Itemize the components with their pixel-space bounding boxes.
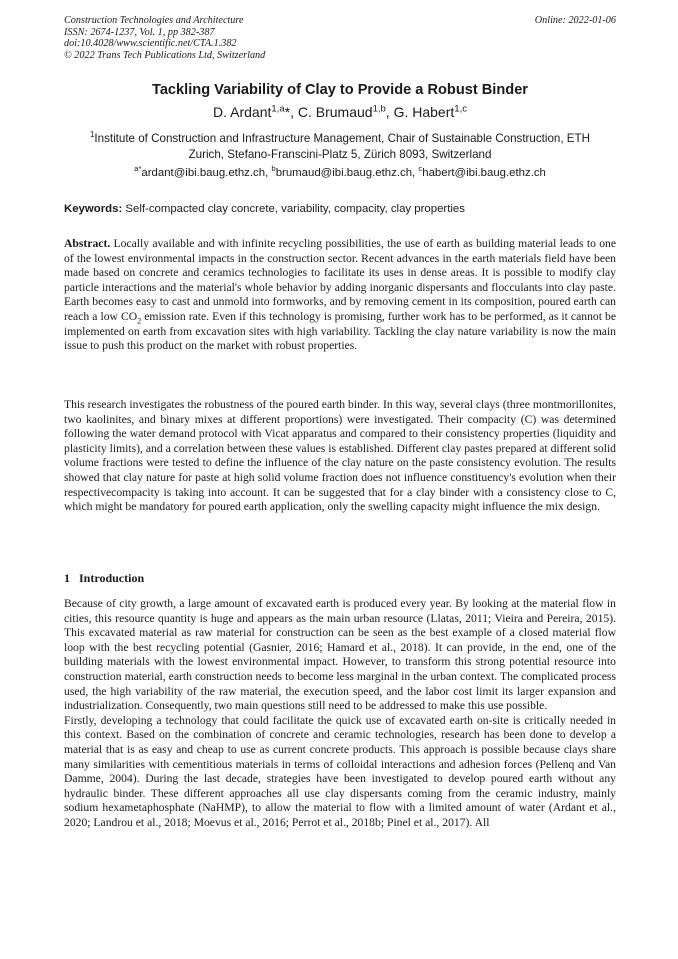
- intro-paragraph-1: Because of city growth, a large amount of excavated earth is produced every year. By looking at the material flow in cities, this resource quantity is huge and appears as the main urban resource (Llatas, 2011; Vieira and Pereira, 2015). This excavated material as raw material for construction can be seen as the best example of a closed material flow loop with the best recycling potential (Gasnier, 2016; Hamard et al., 2018). It can provide, in the end, one of the building materials with the lowest environmental impact. However, to transform this strong potential resource into construction material, earth construction needs to become less marginal in the urban context. The complicated process used, the high variability of the raw material, the execution speed, and the labor cost limit its larger expansion and industrialization. Consequently, two main questions still need to be addressed to make this use possible.: [64, 597, 616, 713]
- affiliation-sup: 1: [90, 130, 95, 140]
- email-sup: a*: [134, 164, 142, 174]
- author-affil-sup: 1,b: [372, 103, 386, 115]
- online-date: Online: 2022-01-06: [534, 15, 616, 26]
- affiliation-line-1: Institute of Construction and Infrastructure Management, Chair of Sustainable Construction, ETH: [94, 132, 590, 145]
- email-link[interactable]: habert@ibi.baug.ethz.ch: [422, 167, 546, 179]
- affiliation-line-2: Zurich, Stefano-Franscini-Platz 5, Zürich 8093, Switzerland: [188, 148, 492, 161]
- abstract-label: Abstract.: [64, 237, 111, 250]
- journal-name: Construction Technologies and Architecture: [64, 15, 244, 26]
- co2-subscript: 2: [137, 316, 142, 326]
- keywords: [64, 203, 616, 215]
- abstract-text: Locally available and with infinite recycling possibilities, the use of earth as building material leads to one of the lowest environmental impacts in the construction sector. Recent advances in the earth materials field have been made based on concrete and ceramics technologies to facilitate its uses in dense areas. It is possible to modify clay particle interactions and the material's whole behavior by adding inorganic dispersants and flocculants into clay paste. Earth becomes easy to cast and unmold into formworks, and by removing cement in its composition, poured earth can reach a low CO: [64, 237, 616, 323]
- keywords-text: Self-compacted clay concrete, variability, compacity, clay properties: [122, 203, 465, 215]
- doi-line: doi:10.4028/www.scientific.net/CTA.1.382: [64, 38, 237, 50]
- email-link[interactable]: brumaud@ibi.baug.ethz.ch,: [275, 167, 419, 179]
- abstract-text-cont: emission rate. Even if this technology is promising, further work has to be performed, as it cannot be implemented on earth from excavation sites with high variability. Tackling the clay nature variability is now the main issue to push this product on the market with robust properties.: [64, 309, 616, 353]
- issn-line: ISSN: 2674-1237, Vol. 1, pp 382-387: [64, 26, 215, 38]
- introduction-body: [64, 597, 616, 831]
- running-header: [64, 15, 616, 61]
- abstract-paragraph-2: This research investigates the robustness of the poured earth binder. In this way, several clays (three montmorillonites, two kaolinites, and binary mixes at different proportions) were investigated. Their compacity (C) was determined following the water demand protocol with Vicat apparatus and compared to their consistency properties (liquidity and plasticity limits), and a correlation between these values is established. Different clay pastes prepared at different solid volume fractions were tested to define the influence of the clay nature on the paste consistency evolution. The results showed that clay nature for paste at high solid volume fraction does not influence constituency's evolution when their respectivecompacity is taking into account. It can be suggested that for a clay binder with a consistency close to C, which might be mandatory for poured earth application, only the swelling capacity might influence the mix design.: [64, 398, 616, 514]
- section-heading: [64, 571, 144, 586]
- affiliation: [64, 131, 616, 163]
- author-sep: ,: [385, 104, 394, 120]
- author-sep: *,: [284, 104, 298, 120]
- abstract-paragraph: [64, 237, 616, 354]
- section-number: 1: [64, 571, 70, 585]
- email-sup: b: [271, 164, 276, 174]
- author-list: [64, 104, 616, 120]
- email-link[interactable]: ardant@ibi.baug.ethz.ch,: [141, 167, 272, 179]
- author-name: G. Habert: [393, 104, 455, 120]
- email-sup: c: [418, 164, 423, 174]
- author-name: D. Ardant: [213, 104, 272, 120]
- copyright-line: © 2022 Trans Tech Publications Ltd, Switzerland: [64, 49, 266, 61]
- author-affil-sup: 1,c: [454, 103, 467, 115]
- paper-title: Tackling Variability of Clay to Provide a Robust Binder: [151, 82, 528, 98]
- author-name: C. Brumaud: [297, 104, 373, 120]
- author-emails: [64, 164, 616, 179]
- intro-paragraph-2: Firstly, developing a technology that could facilitate the quick use of excavated earth on-site is critically needed in this context. Based on the combination of concrete and ceramic technologies, research has been done to develop a material that is as easy and cheap to use as current concrete products. This approach is possible because clays share many similarities with cementitious materials in terms of colloidal interactions and adhesion forces (Pellenq and Van Damme, 2004). During the last decade, strategies have been investigated to develop poured earth without any hydraulic binder. These different approaches all use clay dispersants coming from the ceramic industry, mainly sodium hexametaphosphate (NaHMP), to allow the material to flow with a limited amount of water (Ardant et al., 2020; Landrou et al., 2018; Moevus et al., 2016; Perrot et al., 2018b; Pinel et al., 2017). All: [64, 713, 616, 829]
- keywords-label: Keywords:: [64, 203, 123, 215]
- author-affil-sup: 1,a: [271, 103, 285, 115]
- section-title: Introduction: [79, 571, 145, 585]
